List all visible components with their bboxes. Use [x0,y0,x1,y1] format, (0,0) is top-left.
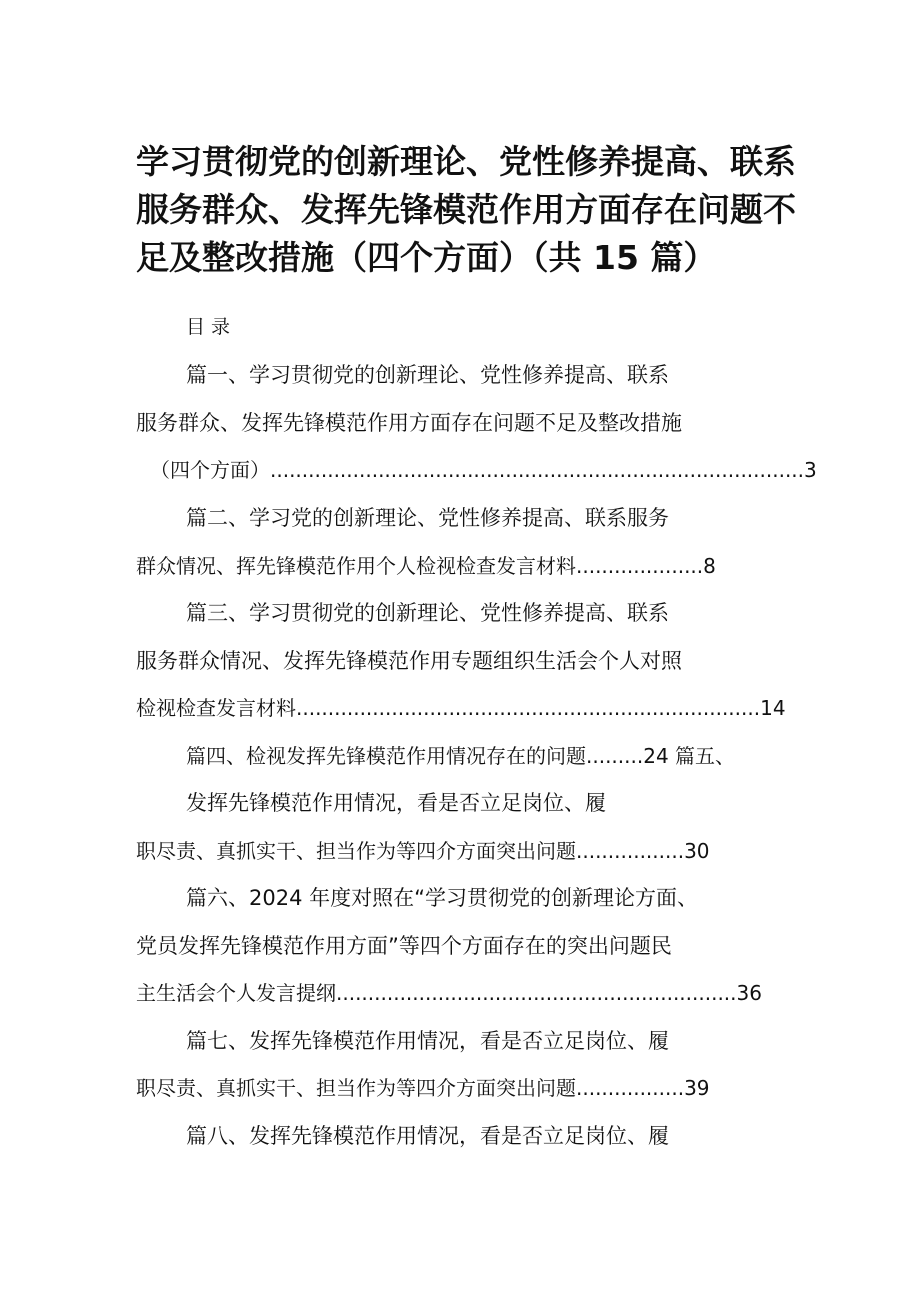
toc-line-17[interactable]: 篇八、发挥先锋模范作用情况，看是否立足岗位、履 [186,1124,669,1148]
document-title [136,138,816,282]
title-line-2: 服务群众、发挥先锋模范作用方面存在问题不 [136,190,796,229]
title-line-3: 足及整改措施（四个方面）（共 15 篇） [136,238,717,277]
toc-line-7[interactable]: 服务群众情况、发挥先锋模范作用专题组织生活会个人对照 [136,649,682,673]
toc-line-2[interactable]: 服务群众、发挥先锋模范作用方面存在问题不足及整改措施 [136,411,682,435]
toc-line-1[interactable]: 篇一、学习贯彻党的创新理论、党性修养提高、联系 [186,363,669,387]
title-line-1: 学习贯彻党的创新理论、党性修养提高、联系 [136,142,796,181]
toc-line-8[interactable]: 检视检查发言材料.........................................................................14 [136,696,786,720]
toc-heading: 目录 [186,316,237,338]
toc-line-12[interactable]: 篇六、2024 年度对照在“学习贯彻党的创新理论方面、 [186,886,698,910]
toc-line-14[interactable]: 主生活会个人发言提纲...............................................................36 [136,981,762,1005]
toc-line-16[interactable]: 职尽责、真抓实干、担当作为等四介方面突出问题.................39 [136,1076,710,1100]
toc-line-11[interactable]: 职尽责、真抓实干、担当作为等四介方面突出问题.................30 [136,839,710,863]
toc-line-9[interactable]: 篇四、检视发挥先锋模范作用情况存在的问题.........24 篇五、 [186,744,736,768]
toc-line-4[interactable]: 篇二、学习党的创新理论、党性修养提高、联系服务 [186,506,669,530]
toc-line-5[interactable]: 群众情况、挥先锋模范作用个人检视检查发言材料....................8 [136,554,716,578]
toc-line-15[interactable]: 篇七、发挥先锋模范作用情况，看是否立足岗位、履 [186,1029,669,1053]
toc-line-10[interactable]: 发挥先锋模范作用情况，看是否立足岗位、履 [186,791,606,815]
toc-line-3[interactable]: （四个方面）....................................................................................3 [150,458,817,482]
toc-line-13[interactable]: 党员发挥先锋模范作用方面”等四个方面存在的突出问题民 [136,934,672,958]
toc-line-6[interactable]: 篇三、学习贯彻党的创新理论、党性修养提高、联系 [186,601,669,625]
